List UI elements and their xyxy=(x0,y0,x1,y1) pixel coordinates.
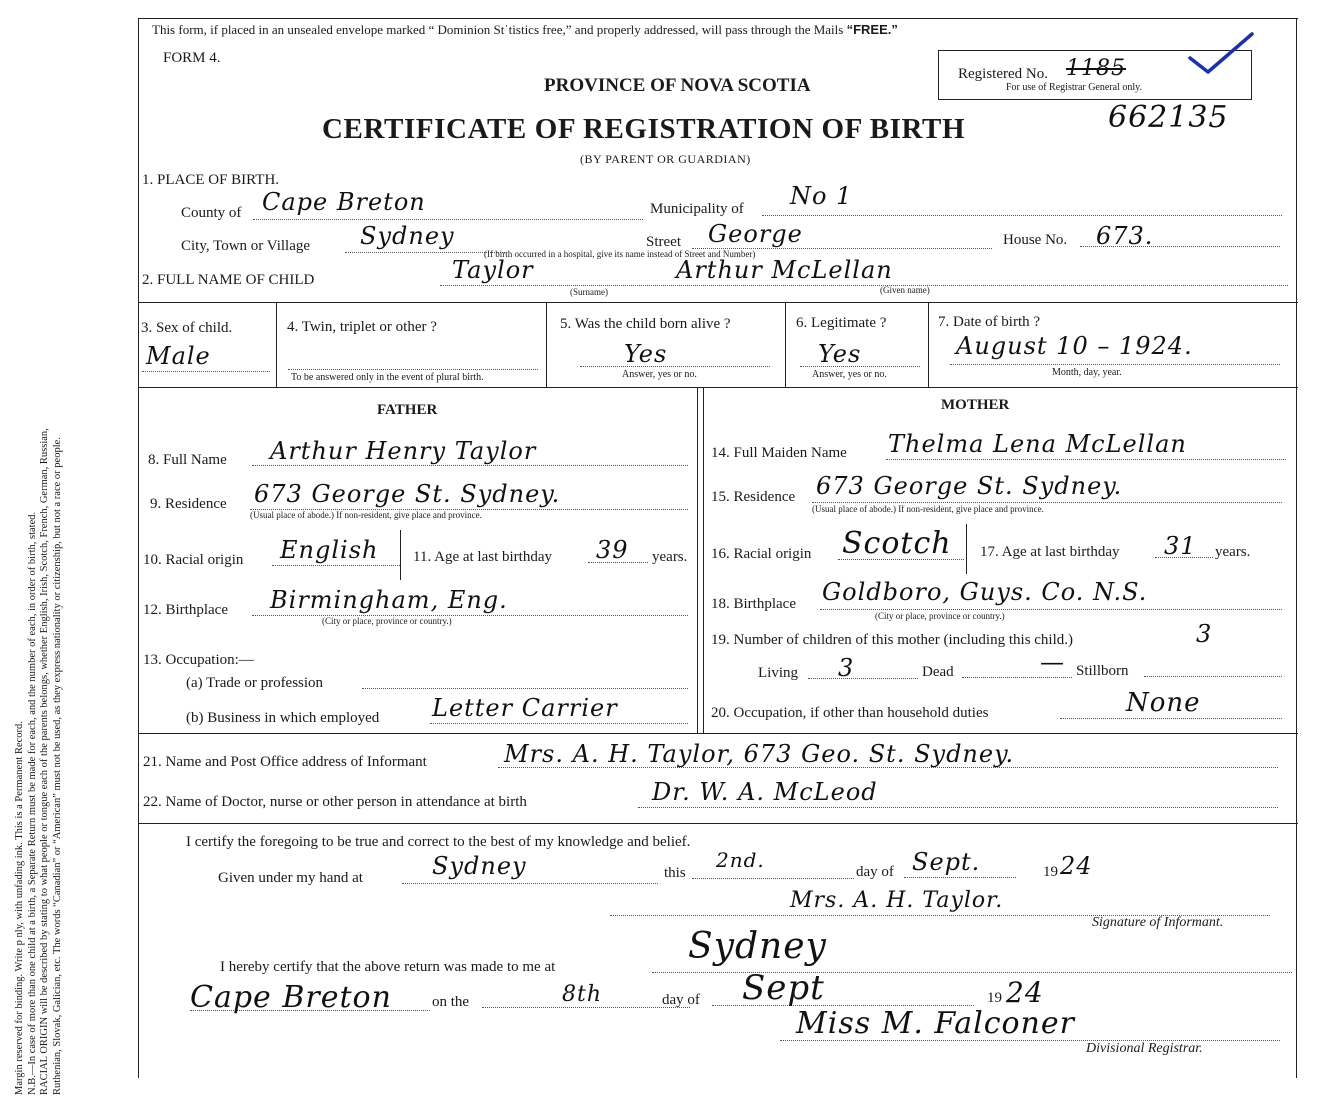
mother-age-value: 31 xyxy=(1164,532,1197,560)
hereby-certify-text: I hereby certify that the above return was made to me at xyxy=(220,959,556,975)
mother-name-label: 14. Full Maiden Name xyxy=(711,445,847,461)
house-label: House No. xyxy=(1003,232,1068,248)
father-race-label: 10. Racial origin xyxy=(143,552,244,568)
registrar-signature: Miss M. Falconer xyxy=(796,1006,1075,1041)
sex-value: Male xyxy=(146,342,211,370)
city-value: Sydney xyxy=(360,222,455,250)
day-of-label: day of xyxy=(856,864,894,880)
informant-value: Mrs. A. H. Taylor, 673 Geo. St. Sydney. xyxy=(504,740,1015,768)
given-month-value: Sept. xyxy=(912,848,981,876)
father-age-label: 11. Age at last birthday xyxy=(413,549,552,565)
registered-value: 1185 xyxy=(1066,56,1126,81)
made-at-value: Sydney xyxy=(688,926,827,967)
father-residence-label: 9. Residence xyxy=(150,496,227,512)
living-value: 3 xyxy=(838,654,855,682)
made-year-value: 24 xyxy=(1006,976,1044,1009)
margin-notes xyxy=(0,0,128,1107)
given-name-caption: (Given name) xyxy=(880,285,930,295)
mother-race-label: 16. Racial origin xyxy=(711,546,812,562)
dead-value: — xyxy=(1040,648,1065,676)
dob-note: Month, day, year. xyxy=(1052,367,1122,378)
informant-label: 21. Name and Post Office address of Informant xyxy=(143,754,427,770)
legitimate-value: Yes xyxy=(818,340,862,368)
father-years-label: years. xyxy=(652,549,688,565)
father-birthplace-value: Birmingham, Eng. xyxy=(270,586,508,614)
father-abode-note: (Usual place of abode.) If non-resident, give place and province. xyxy=(250,510,482,520)
city-label: City, Town or Village xyxy=(181,238,311,254)
father-business-value: Letter Carrier xyxy=(432,694,618,722)
year-prefix-1: 19 xyxy=(1043,864,1058,880)
made-month-value: Sept xyxy=(742,968,825,1008)
registered-note: For use of Registrar General only. xyxy=(1006,82,1142,93)
mother-residence-label: 15. Residence xyxy=(711,489,796,505)
doctor-label: 22. Name of Doctor, nurse or other person in attendance at birth xyxy=(143,794,527,810)
given-at-value: Sydney xyxy=(432,852,527,880)
margin-note-2: N.B.—In case of more than one child at a birth, a Separate Return must be made for each, and the number of each, in order of birth, stated. xyxy=(26,511,38,1095)
postal-notice: This form, if placed in an unsealed envelope marked “ Dominion Stˈtistics free,” and properly addressed, will pass through the Mails “FREE.” xyxy=(152,22,898,37)
born-alive-value: Yes xyxy=(624,340,668,368)
father-race-value: English xyxy=(280,536,379,564)
children-value: 3 xyxy=(1196,620,1213,648)
surname-value: Taylor xyxy=(452,256,534,284)
children-label: 19. Number of children of this mother (including this child.) xyxy=(711,632,1074,648)
full-name-label: 2. FULL NAME OF CHILD xyxy=(142,272,315,288)
mother-residence-value: 673 George St. Sydney. xyxy=(816,472,1123,500)
form-number: FORM 4. xyxy=(163,50,221,66)
doctor-value: Dr. W. A. McLeod xyxy=(652,778,878,806)
surname-caption: (Surname) xyxy=(570,287,608,297)
right-border xyxy=(1296,18,1297,1078)
father-residence-value: 673 George St. Sydney. xyxy=(254,480,561,508)
sex-label: 3. Sex of child. xyxy=(141,320,233,336)
father-name-value: Arthur Henry Taylor xyxy=(270,437,537,465)
registered-label: Registered No. xyxy=(958,66,1048,82)
margin-note-4: Ruthenian, Slovak, Galician, etc. The words “Canadian” or “American” must not be used, as they express nationality or citizenship, but not a race or people. xyxy=(51,437,63,1095)
municipality-label: Municipality of xyxy=(650,201,744,217)
street-value: George xyxy=(708,220,803,248)
stamp-number: 662135 xyxy=(1108,100,1229,135)
mother-birthplace-value: Goldboro, Guys. Co. N.S. xyxy=(822,578,1148,606)
mother-birthplace-label: 18. Birthplace xyxy=(711,596,796,612)
county-value: Cape Breton xyxy=(262,188,426,216)
twin-note: To be answered only in the event of plural birth. xyxy=(291,372,484,383)
certify-text: I certify the foregoing to be true and correct to the best of my knowledge and belief. xyxy=(186,834,691,850)
father-heading: FATHER xyxy=(377,402,438,418)
province-heading: PROVINCE OF NOVA SCOTIA xyxy=(544,75,811,96)
day-of-label-2: day of xyxy=(662,992,700,1008)
given-name-value: Arthur McLellan xyxy=(676,256,893,284)
this-label: this xyxy=(664,865,686,881)
made-place-value: Cape Breton xyxy=(190,980,392,1015)
dob-value: August 10 – 1924. xyxy=(956,332,1193,360)
twin-label: 4. Twin, triplet or other ? xyxy=(287,319,437,335)
mother-abode-note: (Usual place of abode.) If non-resident, give place and province. xyxy=(812,504,1044,514)
legitimate-label: 6. Legitimate ? xyxy=(796,315,887,331)
top-border xyxy=(138,18,1298,19)
place-of-birth-heading: 1. PLACE OF BIRTH. xyxy=(142,172,280,188)
occupation-label: 13. Occupation:— xyxy=(143,652,254,668)
mother-heading: MOTHER xyxy=(941,397,1010,413)
given-under-label: Given under my hand at xyxy=(218,870,363,886)
living-label: Living xyxy=(758,665,798,681)
signature-informant-caption: Signature of Informant. xyxy=(1092,915,1224,930)
street-label: Street xyxy=(646,234,681,250)
business-label: (b) Business in which employed xyxy=(186,710,380,726)
mother-years-label: years. xyxy=(1215,544,1251,560)
mother-age-label: 17. Age at last birthday xyxy=(980,544,1120,560)
given-year-value: 24 xyxy=(1060,852,1093,880)
mother-race-value: Scotch xyxy=(842,526,952,561)
father-birthplace-label: 12. Birthplace xyxy=(143,602,228,618)
margin-note-1: Margin reserved for binding. Write p nly, with unfading ink. This is a Permanent Record. xyxy=(14,721,25,1095)
margin-note-3: RACIAL ORIGIN will be described by stating to what people or tongue each of the parents belongs, whether English, Irish, Scotch, French, German, Russian, xyxy=(39,428,50,1095)
dead-label: Dead xyxy=(922,664,954,680)
county-label: County of xyxy=(181,205,242,221)
page-title: CERTIFICATE OF REGISTRATION OF BIRTH xyxy=(322,113,966,145)
born-alive-note: Answer, yes or no. xyxy=(622,369,697,380)
municipality-value: No 1 xyxy=(790,182,853,210)
informant-signature: Mrs. A. H. Taylor. xyxy=(790,888,1004,913)
dob-label: 7. Date of birth ? xyxy=(938,314,1041,330)
mother-name-value: Thelma Lena McLellan xyxy=(888,430,1187,458)
mother-occupation-value: None xyxy=(1126,688,1201,718)
father-place-note: (City or place, province or country.) xyxy=(322,616,452,626)
page-subtitle: (BY PARENT OR GUARDIAN) xyxy=(580,152,751,166)
given-day-value: 2nd. xyxy=(716,848,765,872)
trade-label: (a) Trade or profession xyxy=(186,675,324,691)
checkmark-icon xyxy=(1186,30,1256,76)
legitimate-note: Answer, yes or no. xyxy=(812,369,887,380)
divisional-registrar-caption: Divisional Registrar. xyxy=(1086,1041,1203,1056)
on-the-label: on the xyxy=(432,994,470,1010)
hospital-note: (If birth occurred in a hospital, give its name instead of Street and Number) xyxy=(484,249,756,259)
mother-occupation-label: 20. Occupation, if other than household duties xyxy=(711,705,989,721)
mother-place-note: (City or place, province or country.) xyxy=(875,611,1005,621)
made-day-value: 8th xyxy=(562,982,603,1007)
father-name-label: 8. Full Name xyxy=(148,452,227,468)
stillborn-label: Stillborn xyxy=(1076,663,1129,679)
house-value: 673. xyxy=(1096,222,1154,250)
left-border xyxy=(138,18,139,1078)
father-age-value: 39 xyxy=(596,536,629,564)
year-prefix-2: 19 xyxy=(987,990,1002,1006)
born-alive-label: 5. Was the child born alive ? xyxy=(560,316,731,332)
